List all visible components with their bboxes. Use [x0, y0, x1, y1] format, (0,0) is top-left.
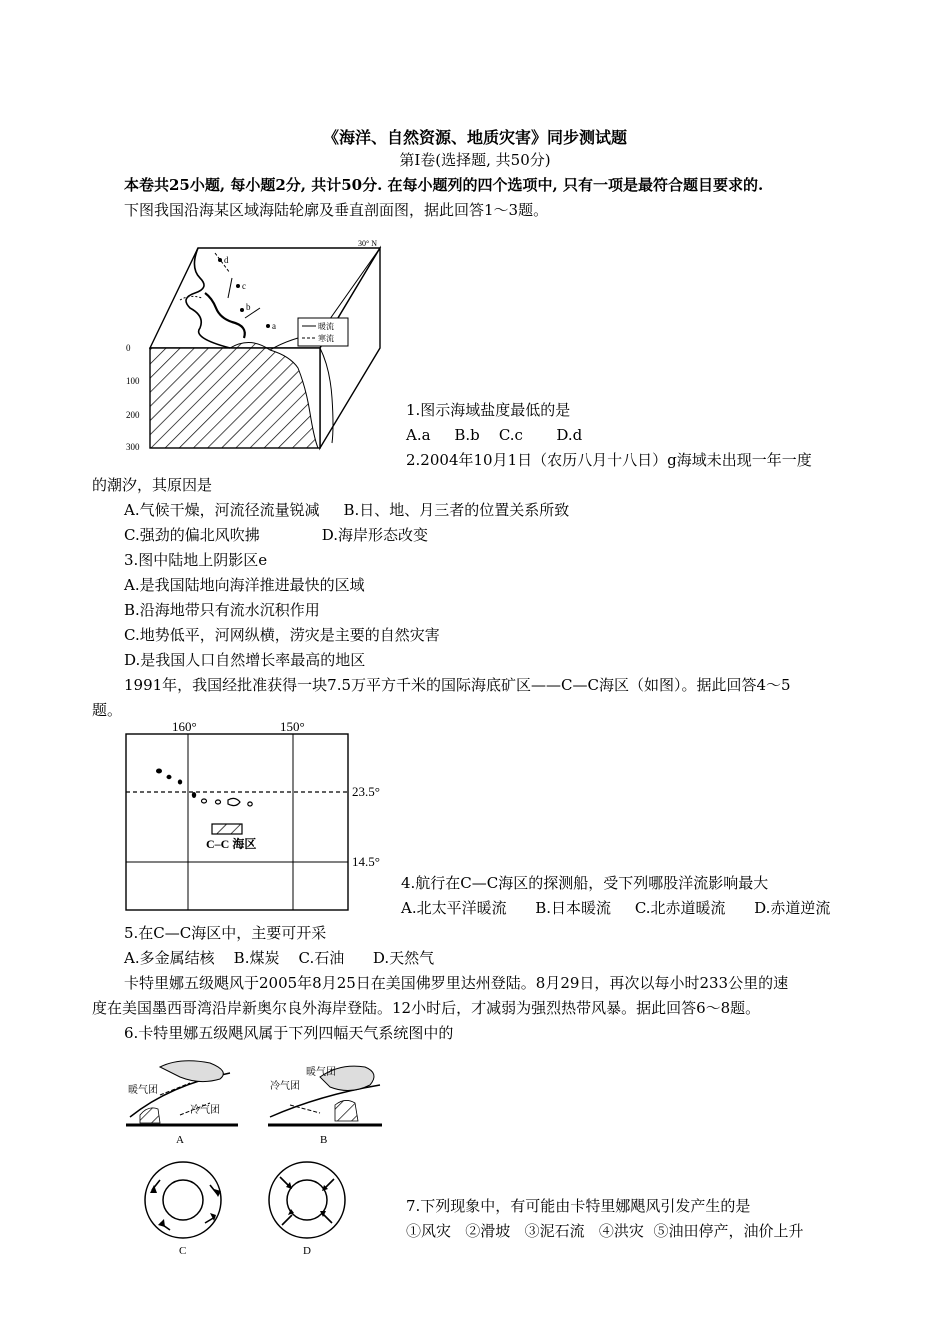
q1-options: A.a B.b C.c D.d [406, 426, 583, 444]
page-title: 《海洋、自然资源、地质灾害》同步测试题 [322, 128, 627, 147]
q4-options: A.北太平洋暖流 B.日本暖流 C.北赤道暖流 D.赤道逆流 [401, 899, 831, 917]
intro-q6-8-line1: 卡特里娜五级飓风于2005年8月25日在美国佛罗里达州登陆。8月29日，再次以每小时233公里的速 [124, 974, 789, 992]
q3-option-b: B.沿海地带只有流水沉积作用 [124, 601, 320, 619]
latitude-label: 30° N [358, 239, 377, 248]
intro-q4-5-line1: 1991年，我国经批准获得一块7.5万平方千米的国际海底矿区——C—C海区（如图）。据此回答4～5 [124, 676, 791, 694]
q3-option-d: D.是我国人口自然增长率最高的地区 [124, 651, 366, 669]
instructions: 本卷共25小题, 每小题2分, 共计50分. 在每小题列的四个选项中, 只有一项是最符合题目要求的. [124, 176, 764, 194]
q1-stem: 1.图示海域盐度最低的是 [406, 401, 571, 419]
depth-300: 300 [126, 442, 140, 452]
lat-23-5-label: 23.5° [352, 784, 380, 799]
lat-14-5-label: 14.5° [352, 854, 380, 869]
q6-stem: 6.卡特里娜五级飓风属于下列四幅天气系统图中的 [124, 1024, 454, 1042]
panel-a-label: A [176, 1134, 184, 1146]
section-subtitle: 第Ⅰ卷(选择题, 共50分) [399, 151, 551, 169]
q2-stem-line2: 的潮汐，其原因是 [92, 476, 213, 494]
intro-q1-3: 下图我国沿海某区域海陆轮廓及垂直剖面图，据此回答1～3题。 [124, 201, 549, 219]
panel-b-warm-label: 暖气团 [306, 1067, 336, 1078]
point-d-label: d [224, 255, 229, 265]
intro-q6-8-line2: 度在美国墨西哥湾沿岸新奥尔良外海岸登陆。12小时后，才减弱为强烈热带风暴。据此回答6～8题。 [92, 999, 761, 1017]
depth-100: 100 [126, 376, 140, 386]
point-c-label: c [242, 281, 246, 291]
q2-stem-line1: 2.2004年10月1日（农历八月十八日）g海域未出现一年一度 [406, 451, 812, 469]
panel-a-warm-front [126, 1061, 238, 1146]
panel-b-label: B [320, 1134, 328, 1146]
panel-a-cold-label: 冷气团 [190, 1105, 220, 1116]
panel-c-pressure-system [145, 1162, 221, 1257]
legend-cold-current: 寒流 [318, 334, 334, 343]
legend-warm-current: 暖流 [318, 322, 334, 331]
coastal-block-diagram [120, 238, 390, 453]
q2-options-line1: A.气候干燥，河流径流量锐减 B.日、地、月三者的位置关系所致 [124, 501, 570, 519]
cc-area-label: C–C 海区 [206, 837, 257, 851]
point-b-label: b [246, 302, 251, 312]
intro-q4-5-line2: 题。 [92, 701, 123, 719]
point-a-label: a [272, 321, 276, 331]
panel-d-label: D [303, 1245, 311, 1257]
q2-options-line2: C.强劲的偏北风吹拂 D.海岸形态改变 [124, 526, 428, 544]
q3-option-a: A.是我国陆地向海洋推进最快的区域 [124, 576, 365, 594]
weather-systems-figure [120, 1055, 395, 1260]
q4-stem: 4.航行在C—C海区的探测船，受下列哪股洋流影响最大 [401, 874, 769, 892]
q7-options: ①风灾 ②滑坡 ③泥石流 ④洪灾 ⑤油田停产，油价上升 [406, 1222, 804, 1240]
q5-stem: 5.在C—C海区中，主要可开采 [124, 924, 327, 942]
depth-200: 200 [126, 410, 140, 420]
cc-sea-area-map [120, 718, 395, 913]
panel-a-warm-label: 暖气团 [128, 1085, 158, 1096]
q3-option-c: C.地势低平，河网纵横，涝灾是主要的自然灾害 [124, 626, 440, 644]
lon-160-label: 160° [172, 719, 197, 734]
panel-b-cold-front [268, 1065, 382, 1146]
q3-stem: 3.图中陆地上阴影区e [124, 551, 268, 569]
lon-150-label: 150° [280, 719, 305, 734]
panel-b-cold-label: 冷气团 [270, 1081, 300, 1092]
q7-stem: 7.下列现象中，有可能由卡特里娜飓风引发产生的是 [406, 1197, 751, 1215]
panel-d-pressure-system [269, 1162, 345, 1257]
panel-c-label: C [179, 1245, 187, 1257]
q5-options: A.多金属结核 B.煤炭 C.石油 D.天然气 [124, 949, 435, 967]
depth-0: 0 [126, 343, 131, 353]
